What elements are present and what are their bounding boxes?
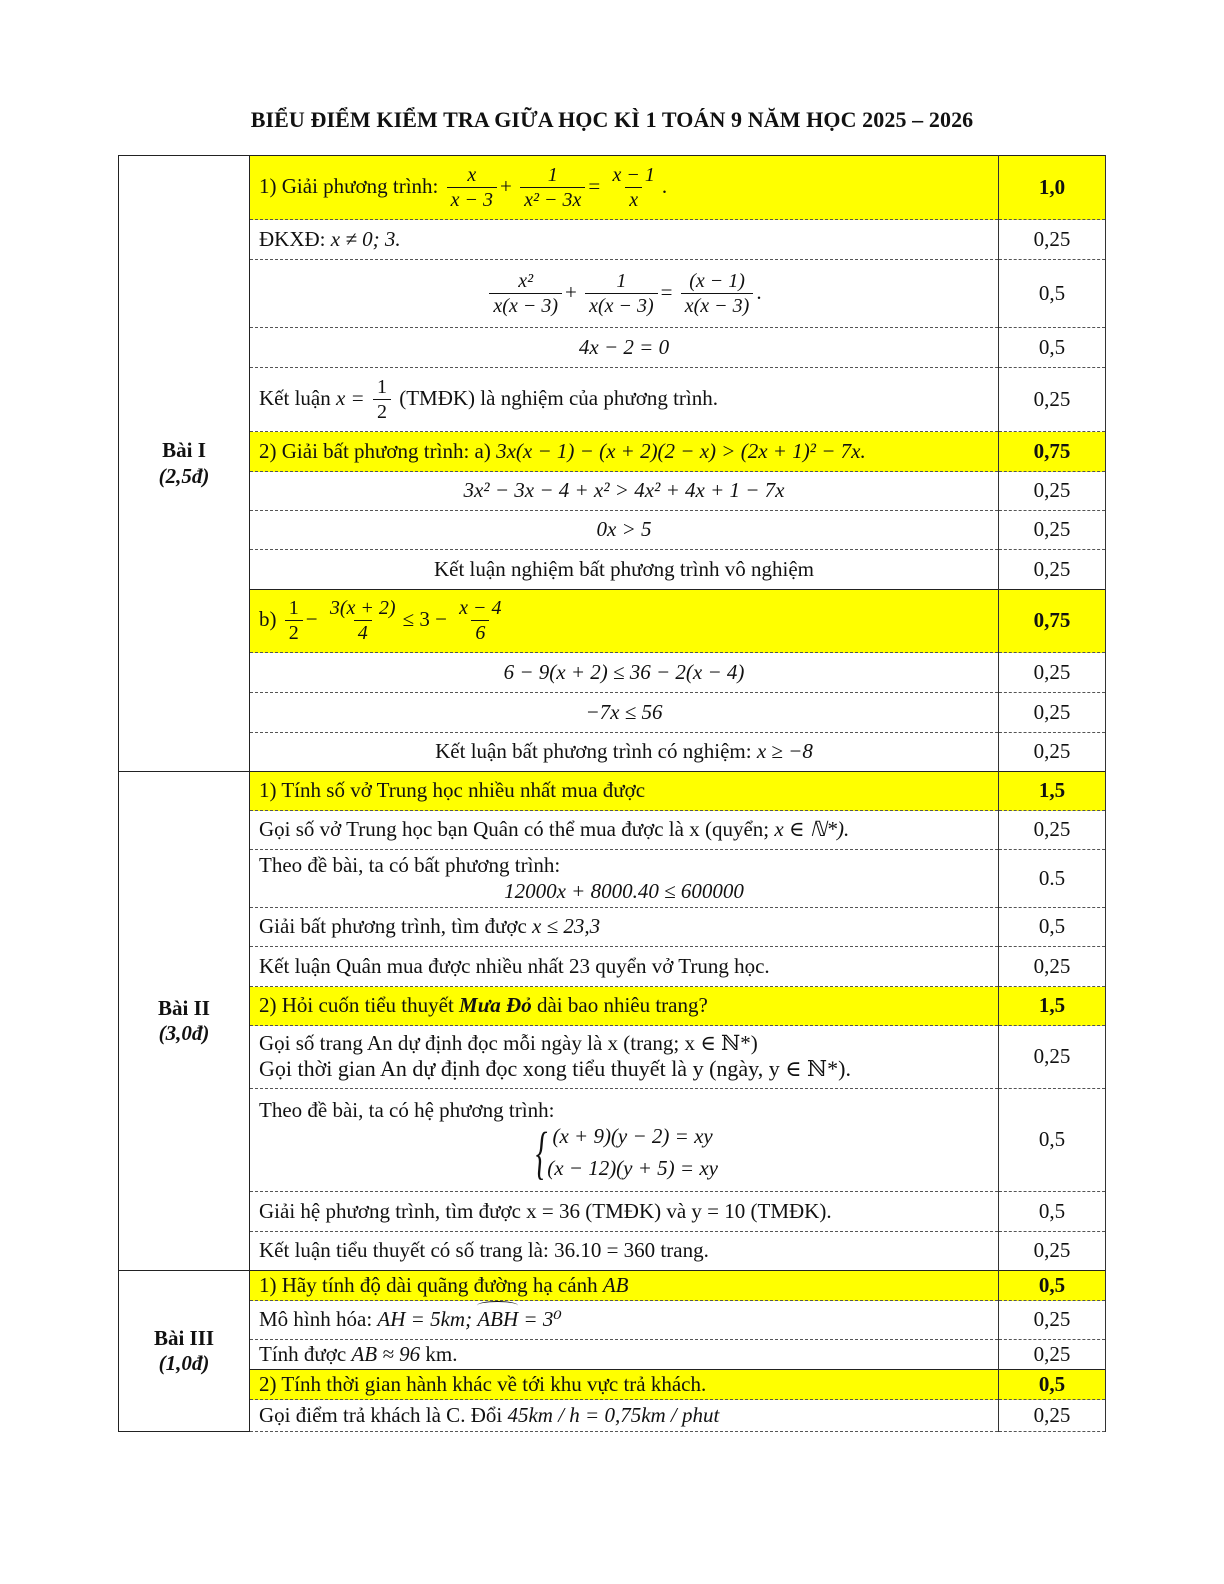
table-row bbox=[119, 432, 1106, 472]
question-cell: 1) Giải phương trình: $\frac{x}{x - 3}$ + $\frac{1}{\text{x² − 3x}}$ = $\frac{x - 1}{x}$ . bbox=[250, 156, 999, 220]
step-cell: Gọi số vở Trung học bạn Quân có thể mua được là x (quyển; x ∈ ℕ*). bbox=[250, 811, 999, 850]
step-cell: −7x ≤ 56 bbox=[250, 693, 999, 733]
table-row bbox=[119, 653, 1106, 693]
table-row bbox=[119, 328, 1106, 368]
step-cell: Giải hệ phương trình, tìm được x = 36 (TMĐK) và y = 10 (TMĐK). bbox=[250, 1192, 999, 1232]
step-cell: 6 − 9(x + 2) ≤ 36 − 2(x − 4) bbox=[250, 653, 999, 693]
table-row bbox=[119, 693, 1106, 733]
step-cell: Mô hình hóa: AH = 5km; ABH = 3⁰ bbox=[250, 1301, 999, 1340]
score-cell: 0,25 bbox=[999, 1400, 1106, 1432]
step-cell: Tính được AB ≈ 96 km. bbox=[250, 1340, 999, 1370]
score-cell: 1,5 bbox=[999, 772, 1106, 811]
table-row bbox=[119, 811, 1106, 850]
table-row bbox=[119, 733, 1106, 772]
score-cell: 0.5 bbox=[999, 850, 1106, 908]
section-name: Bài I bbox=[162, 438, 206, 463]
section-label-bai-1 bbox=[119, 156, 250, 772]
table-row bbox=[119, 908, 1106, 947]
section-name: Bài III bbox=[153, 1325, 215, 1350]
score-cell: 0,5 bbox=[999, 1192, 1106, 1232]
question-cell: 2) Hỏi cuốn tiểu thuyết Mưa Đỏ dài bao nhiêu trang? bbox=[250, 987, 999, 1026]
step-cell: 4x − 2 = 0 bbox=[250, 328, 999, 368]
score-cell: 0,25 bbox=[999, 511, 1106, 550]
section-points: (2,5đ) bbox=[158, 463, 210, 488]
page-title: BIỂU ĐIỂM KIỂM TRA GIỮA HỌC KÌ 1 TOÁN 9 NĂM HỌC 2025 – 2026 bbox=[250, 107, 974, 132]
fraction: $\frac{x - 1}{x}$ bbox=[612, 163, 655, 211]
table-row bbox=[119, 1089, 1106, 1192]
question-cell: 1) Hãy tính độ dài quãng đường hạ cánh AB bbox=[250, 1271, 999, 1301]
score-cell: 0,25 bbox=[999, 1232, 1106, 1271]
table-row bbox=[119, 368, 1106, 432]
score-cell: 0,5 bbox=[999, 1370, 1106, 1400]
score-cell: 0,5 bbox=[999, 328, 1106, 368]
table-row bbox=[119, 1271, 1106, 1301]
section-points: (1,0đ) bbox=[158, 1351, 210, 1375]
step-cell: ĐKXĐ: x ≠ 0; 3. bbox=[250, 220, 999, 260]
score-cell: 0,25 bbox=[999, 1340, 1106, 1370]
grading-table bbox=[118, 155, 1106, 1432]
table-row bbox=[119, 1301, 1106, 1340]
step-cell: 0x > 5 bbox=[250, 511, 999, 550]
table-row bbox=[119, 1340, 1106, 1370]
score-cell: 0,25 bbox=[999, 550, 1106, 590]
score-cell: 0,75 bbox=[999, 432, 1106, 472]
table-row bbox=[119, 590, 1106, 653]
section-label-bai-2 bbox=[119, 772, 250, 1271]
question-cell: 2) Giải bất phương trình: a) 3x(x − 1) − (x + 2)(2 − x) > (2x + 1)² − 7x. bbox=[250, 432, 999, 472]
question-cell: b) $\frac{1}{2}$ − $\frac{3(x + 2)}{4}$ ≤ 3 − $\frac{x - 4}{6}$ bbox=[250, 590, 999, 653]
equation-system: { (x + 9)(y − 2) = xy (x − 12)(y + 5) = xy bbox=[535, 1119, 718, 1185]
table-row bbox=[119, 550, 1106, 590]
table-row bbox=[119, 1192, 1106, 1232]
step-cell: Gọi số trang An dự định đọc mỗi ngày là x (trang; x ∈ ℕ*) Gọi thời gian An dự định đọc xong tiểu thuyết là y (ngày, y ∈ ℕ*). bbox=[250, 1026, 999, 1089]
fraction: $\frac{1}{\text{x² − 3x}}$ bbox=[520, 164, 585, 212]
score-cell: 1,0 bbox=[999, 156, 1106, 220]
step-cell: Kết luận tiểu thuyết có số trang là: 36.10 = 360 trang. bbox=[250, 1232, 999, 1271]
table-row bbox=[119, 220, 1106, 260]
table-row bbox=[119, 987, 1106, 1026]
step-cell: Kết luận Quân mua được nhiều nhất 23 quyển vở Trung học. bbox=[250, 947, 999, 987]
table-row bbox=[119, 511, 1106, 550]
score-cell: 0,25 bbox=[999, 1301, 1106, 1340]
table-row bbox=[119, 850, 1106, 908]
score-cell: 0,5 bbox=[999, 1271, 1106, 1301]
step-cell: Theo đề bài, ta có bất phương trình: 12000x + 8000.40 ≤ 600000 bbox=[250, 850, 999, 908]
step-cell: 3x² − 3x − 4 + x² > 4x² + 4x + 1 − 7x bbox=[250, 472, 999, 511]
question-cell: 1) Tính số vở Trung học nhiều nhất mua được bbox=[250, 772, 999, 811]
question-cell: 2) Tính thời gian hành khác về tới khu vực trả khách. bbox=[250, 1370, 999, 1400]
step-cell: $\frac{\text{x²}}{x(x - 3)}$ + $\frac{1}{x(x - 3)}$ = $\frac{(x - 1)}{x(x - 3)}$ . bbox=[250, 260, 999, 328]
table-row bbox=[119, 156, 1106, 220]
score-cell: 0,25 bbox=[999, 811, 1106, 850]
table-row bbox=[119, 472, 1106, 511]
score-cell: 0,75 bbox=[999, 590, 1106, 653]
score-cell: 0,25 bbox=[999, 1026, 1106, 1089]
score-cell: 0,25 bbox=[999, 472, 1106, 511]
table-row bbox=[119, 1232, 1106, 1271]
table-row bbox=[119, 1026, 1106, 1089]
score-cell: 0,5 bbox=[999, 908, 1106, 947]
step-cell: Kết luận bất phương trình có nghiệm: x ≥ −8 bbox=[250, 733, 999, 772]
fraction: $\frac{x}{x - 3}$ bbox=[447, 164, 497, 212]
step-cell: Theo đề bài, ta có hệ phương trình: { (x + 9)(y − 2) = xy (x − 12)(y + 5) = xy bbox=[250, 1089, 999, 1192]
table-row bbox=[119, 947, 1106, 987]
score-cell: 0,25 bbox=[999, 653, 1106, 693]
step-cell: Giải bất phương trình, tìm được x ≤ 23,3 bbox=[250, 908, 999, 947]
table-row bbox=[119, 772, 1106, 811]
step-cell: Gọi điểm trả khách là C. Đổi 45km / h = 0,75km / phut bbox=[250, 1400, 999, 1432]
table-row bbox=[119, 1400, 1106, 1432]
score-cell: 0,5 bbox=[999, 1089, 1106, 1192]
step-cell: Kết luận x = $\frac{1}{2}$ (TMĐK) là nghiệm của phương trình. bbox=[250, 368, 999, 432]
score-cell: 1,5 bbox=[999, 987, 1106, 1026]
angle-arc: ABH bbox=[477, 1307, 519, 1332]
table-row bbox=[119, 260, 1106, 328]
score-cell: 0,25 bbox=[999, 947, 1106, 987]
score-cell: 0,25 bbox=[999, 368, 1106, 432]
score-cell: 0,25 bbox=[999, 220, 1106, 260]
step-cell: Kết luận nghiệm bất phương trình vô nghiệm bbox=[250, 550, 999, 590]
question-label: 1) Giải phương trình: bbox=[259, 173, 439, 198]
table-row bbox=[119, 1370, 1106, 1400]
section-points: (3,0đ) bbox=[158, 1021, 210, 1045]
section-label-bai-3 bbox=[119, 1271, 250, 1432]
score-cell: 0,5 bbox=[999, 260, 1106, 328]
score-cell: 0,25 bbox=[999, 733, 1106, 772]
section-name: Bài II bbox=[158, 995, 210, 1020]
score-cell: 0,25 bbox=[999, 693, 1106, 733]
